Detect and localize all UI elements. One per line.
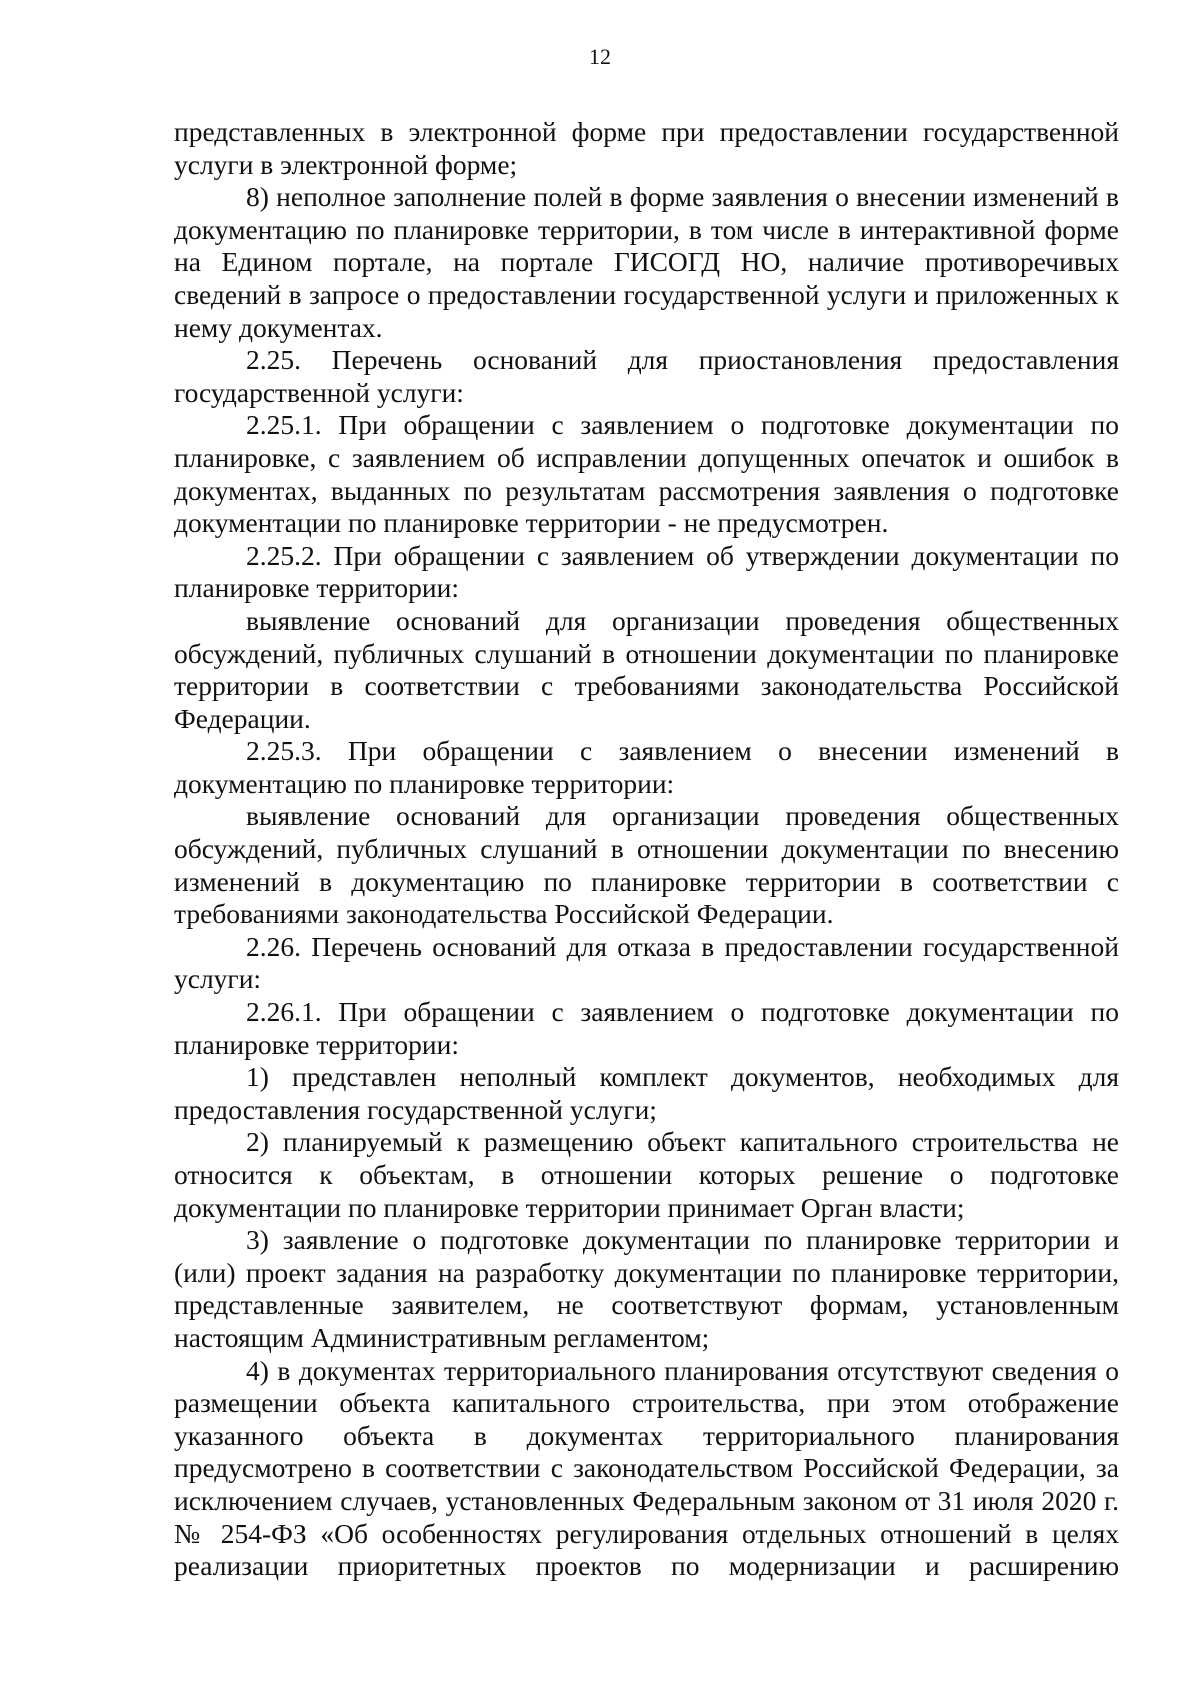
paragraph: 8) неполное заполнение полей в форме заявления о внесении изменений в документацию по планировке территории, в том числе в интерактивной форме на Едином портале, на портале ГИСОГД НО, наличие противоречивых сведений в запросе о предоставлении государственной услуги и приложенных к нему документах. [174,181,1119,343]
paragraph: 2.26. Перечень оснований для отказа в предоставлении государственной услуги: [174,930,1119,995]
paragraph: 2) планируемый к размещению объект капитального строительства не относится к объектам, в отношении которых решение о подготовке документации по планировке территории принимает Орган власти; [174,1126,1119,1223]
paragraph: 1) представлен неполный комплект документов, необходимых для предоставления государственной услуги; [174,1061,1119,1125]
paragraph: 3) заявление о подготовке документации по планировке территории и (или) проект задания на разработку документации по планировке территории, представленные заявителем, не соответствуют формам, установленным настоящим Административным регламентом; [174,1224,1119,1353]
paragraph: представленных в электронной форме при предоставлении государственной услуги в электронной форме; [174,116,1119,180]
paragraph: 4) в документах территориального планирования отсутствуют сведения о размещении объекта капитального строительства, при этом отображение указанного объекта в документах территориального планирования предусмотрено в соответствии с законодательством Российской Федерации, за исключением случаев, установленных Федеральным законом от 31 июля 2020 г. № 254-ФЗ «Об особенностях регулирования отдельных отношений в целях реализации приоритетных проектов по модернизации и расширению [174,1354,1119,1582]
paragraph: выявление оснований для организации проведения общественных обсуждений, публичных слушаний в отношении документации по внесению изменений в документацию по планировке территории в соответствии с требованиями законодательства Российской Федерации. [174,800,1119,930]
document-body [174,116,1119,1583]
paragraph: выявление оснований для организации проведения общественных обсуждений, публичных слушаний в отношении документации по планировке территории в соответствии с требованиями законодательства Российской Федерации. [174,604,1119,734]
paragraph: 2.26.1. При обращении с заявлением о подготовке документации по планировке территории: [174,996,1119,1060]
paragraph: 2.25.2. При обращении с заявлением об утверждении документации по планировке территории: [174,539,1119,604]
paragraph: 2.25. Перечень оснований для приостановления предоставления государственной услуги: [174,344,1119,408]
paragraph: 2.25.1. При обращении с заявлением о подготовке документации по планировке, с заявлением об исправлении допущенных опечаток и ошибок в документах, выданных по результатам рассмотрения заявления о подготовке документации по планировке территории - не предусмотрен. [174,409,1119,539]
paragraph: 2.25.3. При обращении с заявлением о внесении изменений в документацию по планировке территории: [174,735,1119,799]
page-number: 12 [589,44,611,69]
